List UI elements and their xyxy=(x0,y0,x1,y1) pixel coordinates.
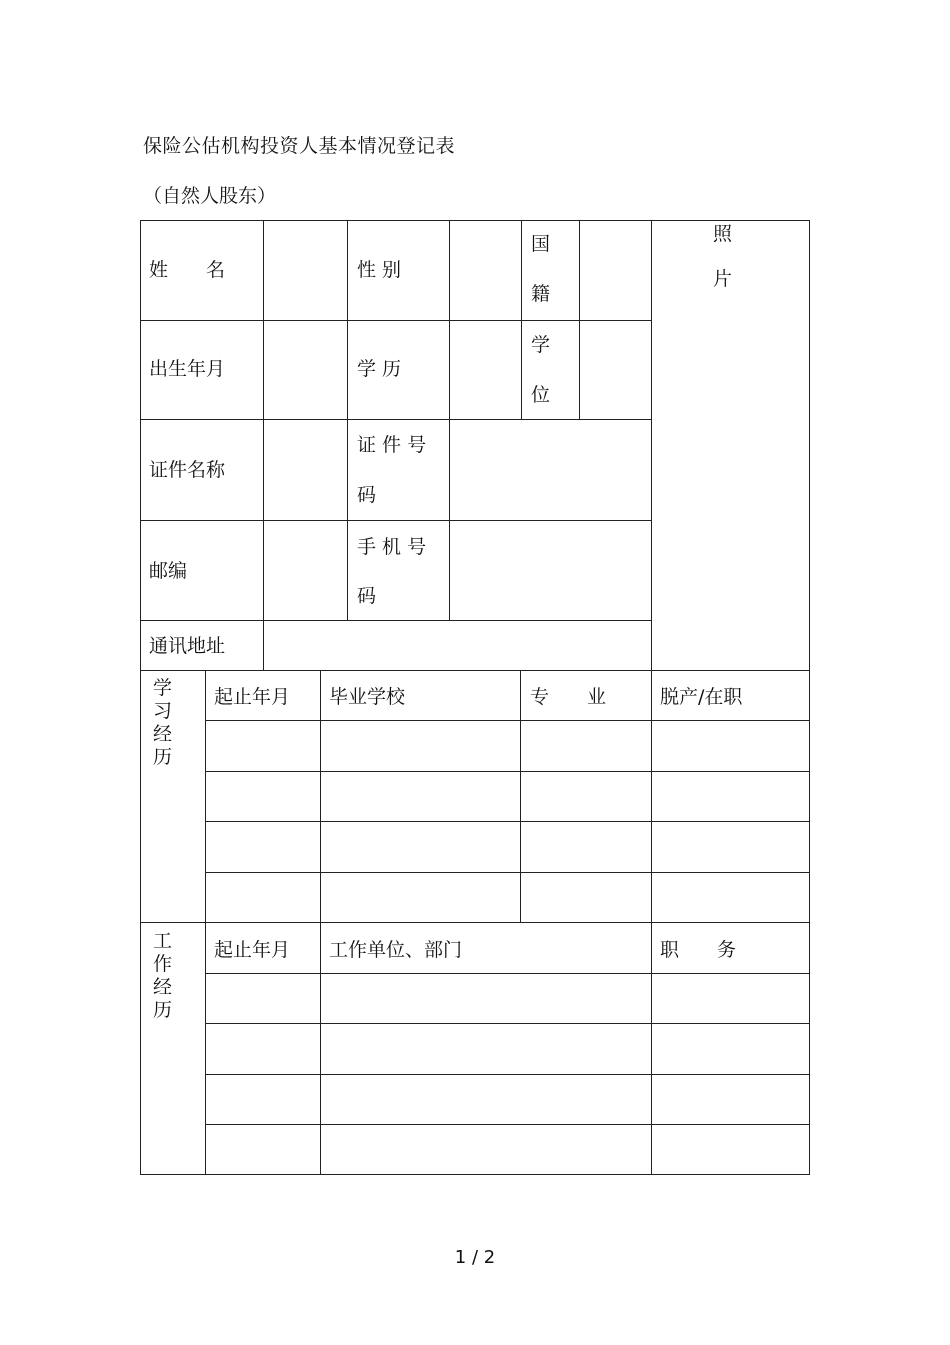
work-row[interactable] xyxy=(206,974,809,1023)
postcode-label: 邮编 xyxy=(149,560,188,582)
study-row[interactable] xyxy=(206,873,809,922)
name-label: 姓 名 xyxy=(149,259,226,281)
page-number: 1 / 2 xyxy=(454,1247,496,1268)
photo-cell[interactable] xyxy=(652,221,809,670)
table-border-right xyxy=(809,220,810,1175)
row-divider xyxy=(140,320,651,321)
work-header-period: 起止年月 xyxy=(214,939,291,961)
study-section-char: 习 xyxy=(153,700,173,722)
postcode-value-cell[interactable] xyxy=(264,521,347,620)
id-number-label-line2: 码 xyxy=(357,484,377,506)
work-section-char: 历 xyxy=(153,999,173,1021)
study-header-major: 专 业 xyxy=(530,686,607,708)
work-header-employer: 工作单位、部门 xyxy=(329,939,463,961)
nationality-label-char2: 籍 xyxy=(531,283,551,305)
work-header-position: 职 务 xyxy=(660,939,737,961)
col-divider xyxy=(347,220,348,620)
table-border-left xyxy=(140,220,141,1175)
nationality-label-char1: 国 xyxy=(531,233,551,255)
section-divider xyxy=(140,922,810,923)
work-row[interactable] xyxy=(206,1075,809,1124)
work-row[interactable] xyxy=(206,1125,809,1174)
registration-form-table xyxy=(140,220,810,1175)
study-header-mode: 脱产/在职 xyxy=(660,686,743,708)
gender-label: 性 别 xyxy=(357,259,402,281)
degree-label-char2: 位 xyxy=(531,384,551,406)
id-type-value-cell[interactable] xyxy=(264,420,347,520)
work-section-char: 经 xyxy=(153,976,173,998)
row-divider xyxy=(140,670,810,671)
work-section-char: 工 xyxy=(153,930,173,952)
work-section-char: 作 xyxy=(153,953,173,975)
study-row[interactable] xyxy=(206,822,809,872)
id-type-label: 证件名称 xyxy=(149,459,226,481)
photo-label-char1: 照 xyxy=(713,223,733,245)
col-divider xyxy=(521,220,522,419)
birth-date-label: 出生年月 xyxy=(149,358,226,380)
study-section-char: 经 xyxy=(153,723,173,745)
study-header-school: 毕业学校 xyxy=(329,686,406,708)
education-value-cell[interactable] xyxy=(450,321,521,419)
photo-label-char2: 片 xyxy=(713,268,733,290)
degree-value-cell[interactable] xyxy=(580,321,651,419)
form-subtitle: （自然人股东） xyxy=(143,185,277,207)
id-number-label-line1: 证 件 号 xyxy=(357,434,427,456)
name-value-cell[interactable] xyxy=(264,221,347,320)
nationality-value-cell[interactable] xyxy=(580,221,651,320)
study-section-char: 学 xyxy=(153,677,173,699)
study-row[interactable] xyxy=(206,772,809,821)
mobile-label-line2: 码 xyxy=(357,585,377,607)
degree-label-char1: 学 xyxy=(531,334,551,356)
address-label: 通讯地址 xyxy=(149,635,226,657)
gender-value-cell[interactable] xyxy=(450,221,521,320)
table-border-bottom xyxy=(140,1174,810,1175)
mobile-value-cell[interactable] xyxy=(450,521,651,620)
mobile-label-line1: 手 机 号 xyxy=(357,536,427,558)
address-value-cell[interactable] xyxy=(264,621,651,670)
work-row[interactable] xyxy=(206,1024,809,1074)
birth-date-value-cell[interactable] xyxy=(264,321,347,419)
study-header-period: 起止年月 xyxy=(214,686,291,708)
form-title: 保险公估机构投资人基本情况登记表 xyxy=(143,135,456,157)
education-label: 学 历 xyxy=(357,358,402,380)
id-number-value-cell[interactable] xyxy=(450,420,651,520)
study-row[interactable] xyxy=(206,721,809,771)
study-section-char: 历 xyxy=(153,746,173,768)
